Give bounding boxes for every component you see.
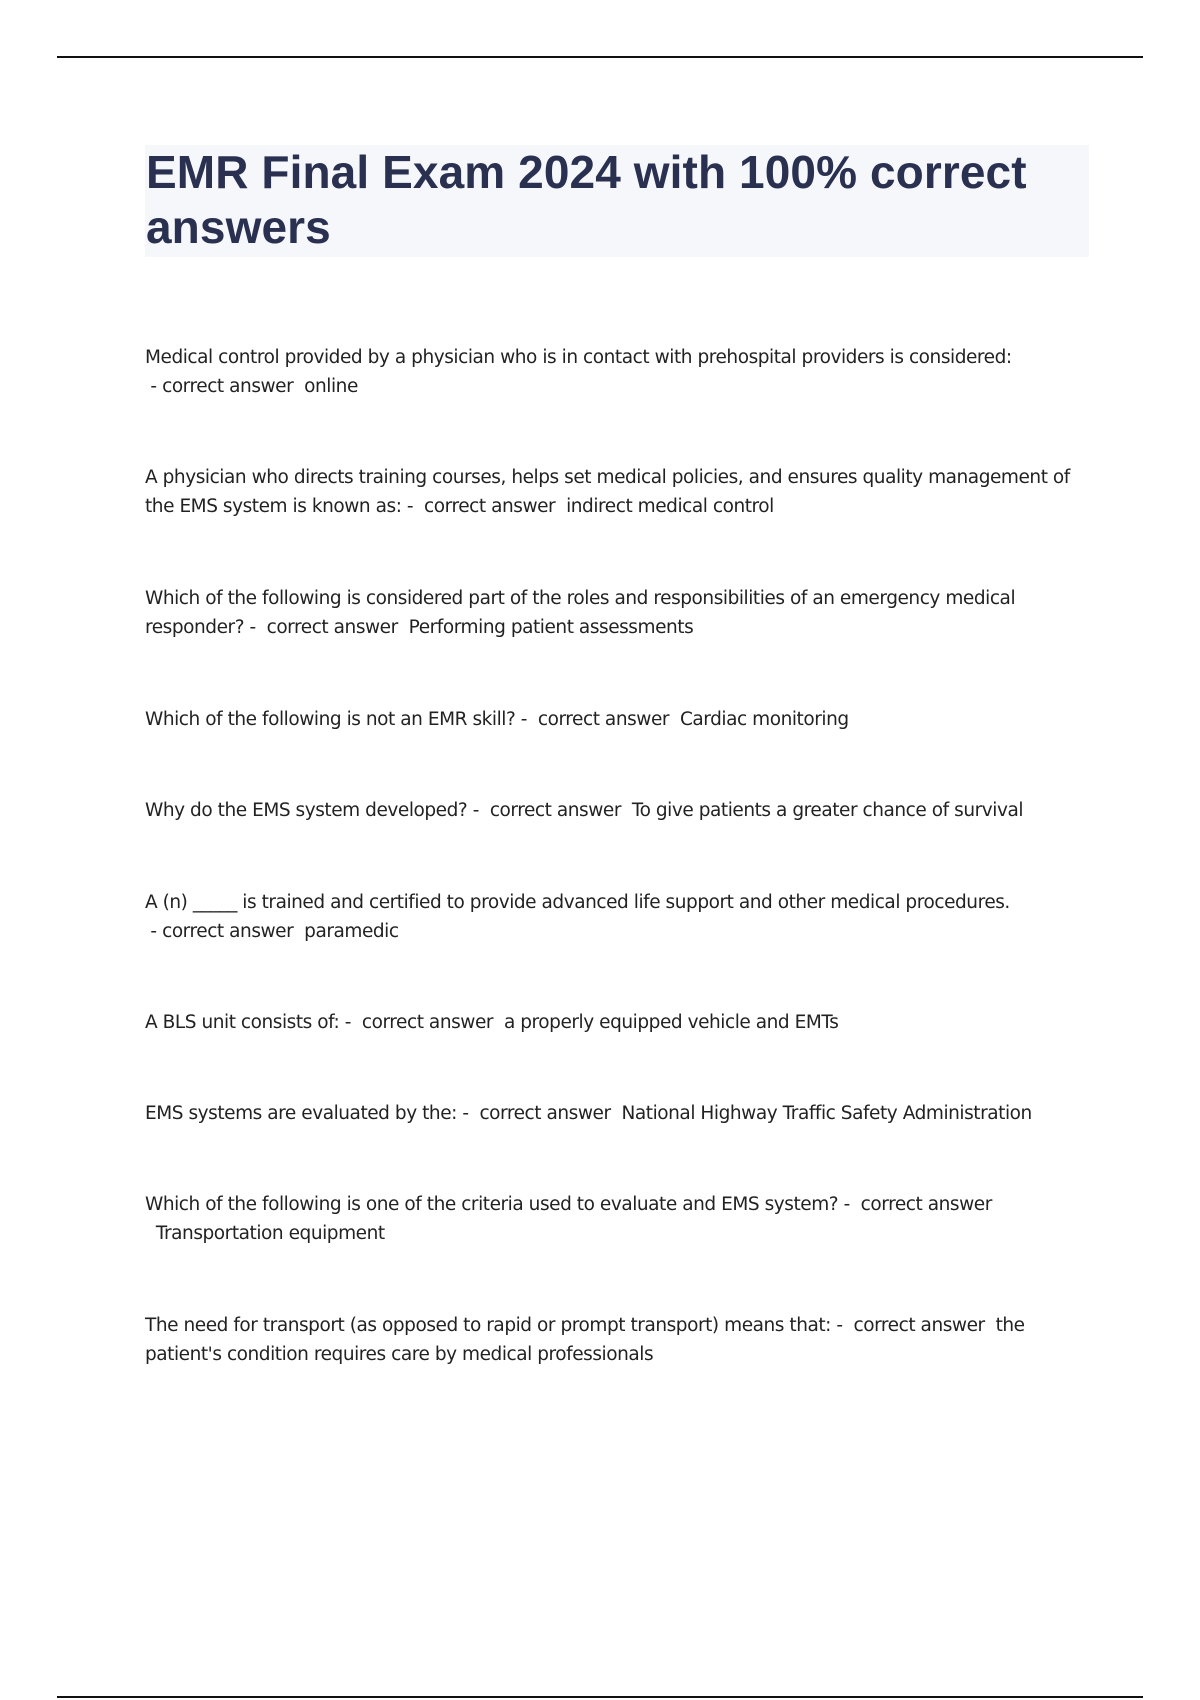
question-text: Which of the following is considered part of the roles and responsibilities of an emergency medical responder? (145, 588, 1016, 638)
answer-marker: correct answer (860, 1194, 992, 1215)
qa-item: Which of the following is considered part of the roles and responsibilities of an emergency medical responder? - correct answer Performing patient assessments (145, 588, 1016, 638)
answer-marker: correct answer (162, 921, 294, 942)
question-text: A BLS unit consists of: (145, 1012, 340, 1033)
answer-marker: correct answer (361, 1012, 494, 1033)
question-text: A (n) _____ is trained and certified to provide advanced life support and other medical procedures. (145, 892, 1010, 913)
qa-item: A BLS unit consists of: - correct answer a properly equipped vehicle and EMTs (145, 1012, 839, 1033)
qa-item: The need for transport (as opposed to rapid or prompt transport) means that: - correct answer the patient's condition requires care by medical professionals (145, 1315, 1025, 1365)
qa-item: Why do the EMS system developed? - correct answer To give patients a greater chance of survival (145, 800, 1024, 821)
answer-marker: correct answer (537, 709, 670, 730)
qa-item: Which of the following is not an EMR skill? - correct answer Cardiac monitoring (145, 709, 849, 730)
question-text: EMS systems are evaluated by the: (145, 1103, 457, 1124)
answer-marker: correct answer (424, 496, 556, 517)
qa-item: EMS systems are evaluated by the: - correct answer National Highway Traffic Safety Administration (145, 1103, 1032, 1124)
answer-text: the patient's condition requires care by medical professionals (145, 1315, 1025, 1365)
question-text: A physician who directs training courses, helps set medical policies, and ensures quality management of the EMS system is known as: (145, 467, 1070, 517)
question-text: The need for transport (as opposed to rapid or prompt transport) means that: (145, 1315, 831, 1336)
answer-text: National Highway Traffic Safety Administration (621, 1103, 1032, 1124)
question-text: Which of the following is not an EMR skill? (145, 709, 516, 730)
answer-text: online (304, 376, 358, 397)
answer-text: paramedic (304, 921, 399, 942)
answer-text: Performing patient assessments (408, 617, 694, 638)
qa-item: A physician who directs training courses, helps set medical policies, and ensures quality management of the EMS system is known as: - correct answer indirect medical control (145, 467, 1070, 517)
question-text: Medical control provided by a physician who is in contact with prehospital providers is considered: (145, 347, 1012, 368)
answer-marker: correct answer (266, 617, 398, 638)
qa-item: A (n) _____ is trained and certified to provide advanced life support and other medical procedures. - correct answer paramedic (145, 892, 1010, 942)
qa-item: Medical control provided by a physician who is in contact with prehospital providers is considered: - correct answer online (145, 347, 1012, 397)
answer-text: Cardiac monitoring (679, 709, 849, 730)
answer-marker: correct answer (162, 376, 294, 397)
question-text: Why do the EMS system developed? (145, 800, 468, 821)
title-block (145, 145, 1089, 257)
answer-text: Transportation equipment (155, 1223, 385, 1244)
answer-text: a properly equipped vehicle and EMTs (503, 1012, 839, 1033)
answer-marker: correct answer (479, 1103, 611, 1124)
question-text: Which of the following is one of the criteria used to evaluate and EMS system? (145, 1194, 839, 1215)
top-rule (57, 56, 1143, 58)
answer-marker: correct answer (489, 800, 621, 821)
answer-marker: correct answer (853, 1315, 985, 1336)
bottom-rule (57, 1696, 1143, 1698)
answer-text: indirect medical control (566, 496, 774, 517)
answer-text: To give patients a greater chance of survival (631, 800, 1024, 821)
qa-item: Which of the following is one of the criteria used to evaluate and EMS system? - correct answer Transportation equipment (145, 1194, 992, 1244)
document-title: EMR Final Exam 2024 with 100% correct answers (146, 146, 1027, 253)
